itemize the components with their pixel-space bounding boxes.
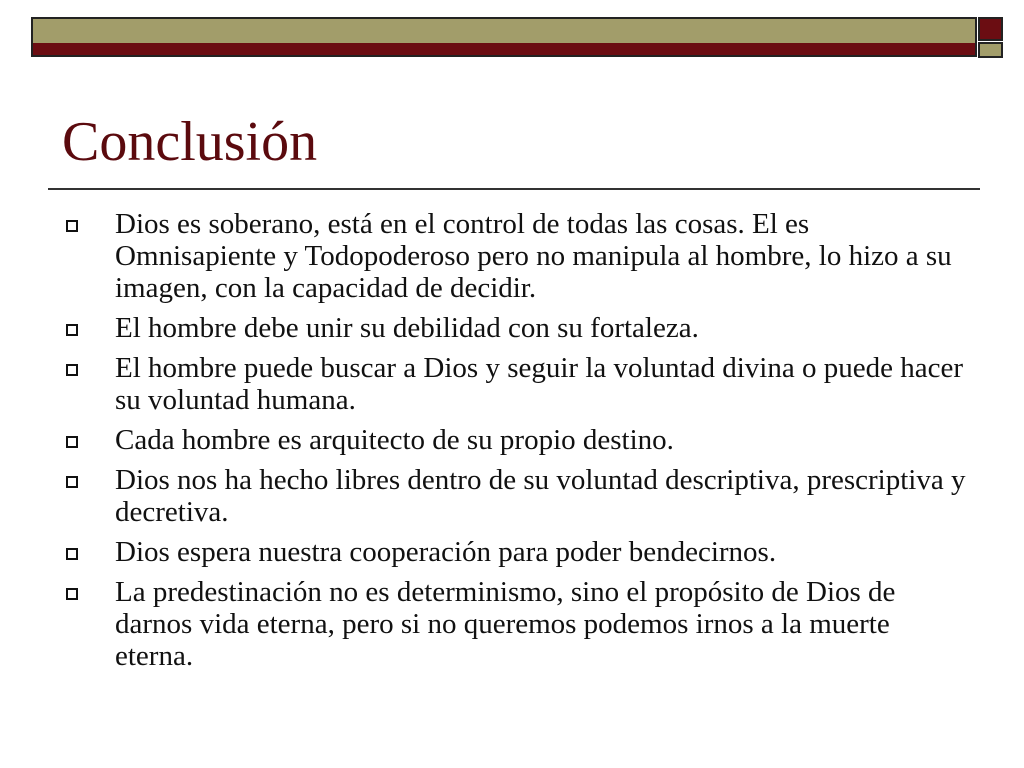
bullet-text: Dios espera nuestra cooperación para poder bendecirnos. (115, 536, 777, 568)
bullet-item (66, 464, 966, 528)
bullet-text: Dios nos ha hecho libres dentro de su voluntad descriptiva, prescriptiva y decretiva. (115, 464, 966, 528)
hollow-square-bullet-icon (66, 548, 78, 560)
header-decor-bar (31, 17, 977, 57)
bullet-text: El hombre debe unir su debilidad con su fortaleza. (115, 312, 699, 344)
header-corner-maroon-block (978, 17, 1003, 41)
bullet-item (66, 208, 966, 304)
slide-title: Conclusión (62, 111, 318, 173)
bullet-text: El hombre puede buscar a Dios y seguir la voluntad divina o puede hacer su voluntad humana. (115, 352, 963, 416)
header-olive-band (33, 19, 975, 45)
bullet-list (66, 208, 966, 680)
bullet-item (66, 352, 966, 416)
bullet-text: La predestinación no es determinismo, sino el propósito de Dios de darnos vida eterna, pero si no queremos podemos irnos a la muerte eterna. (115, 576, 896, 672)
hollow-square-bullet-icon (66, 220, 78, 232)
hollow-square-bullet-icon (66, 476, 78, 488)
hollow-square-bullet-icon (66, 436, 78, 448)
bullet-text: Cada hombre es arquitecto de su propio destino. (115, 424, 674, 456)
header-corner-olive-block (978, 42, 1003, 58)
bullet-text: Dios es soberano, está en el control de todas las cosas. El es Omnisapiente y Todopoderoso pero no manipula al hombre, lo hizo a su imagen, con la capacidad de decidir. (115, 208, 952, 304)
header-maroon-band (33, 43, 975, 55)
bullet-item (66, 424, 966, 456)
bullet-item (66, 536, 966, 568)
bullet-item (66, 576, 966, 672)
hollow-square-bullet-icon (66, 324, 78, 336)
title-divider (48, 188, 980, 190)
bullet-item (66, 312, 966, 344)
hollow-square-bullet-icon (66, 588, 78, 600)
hollow-square-bullet-icon (66, 364, 78, 376)
